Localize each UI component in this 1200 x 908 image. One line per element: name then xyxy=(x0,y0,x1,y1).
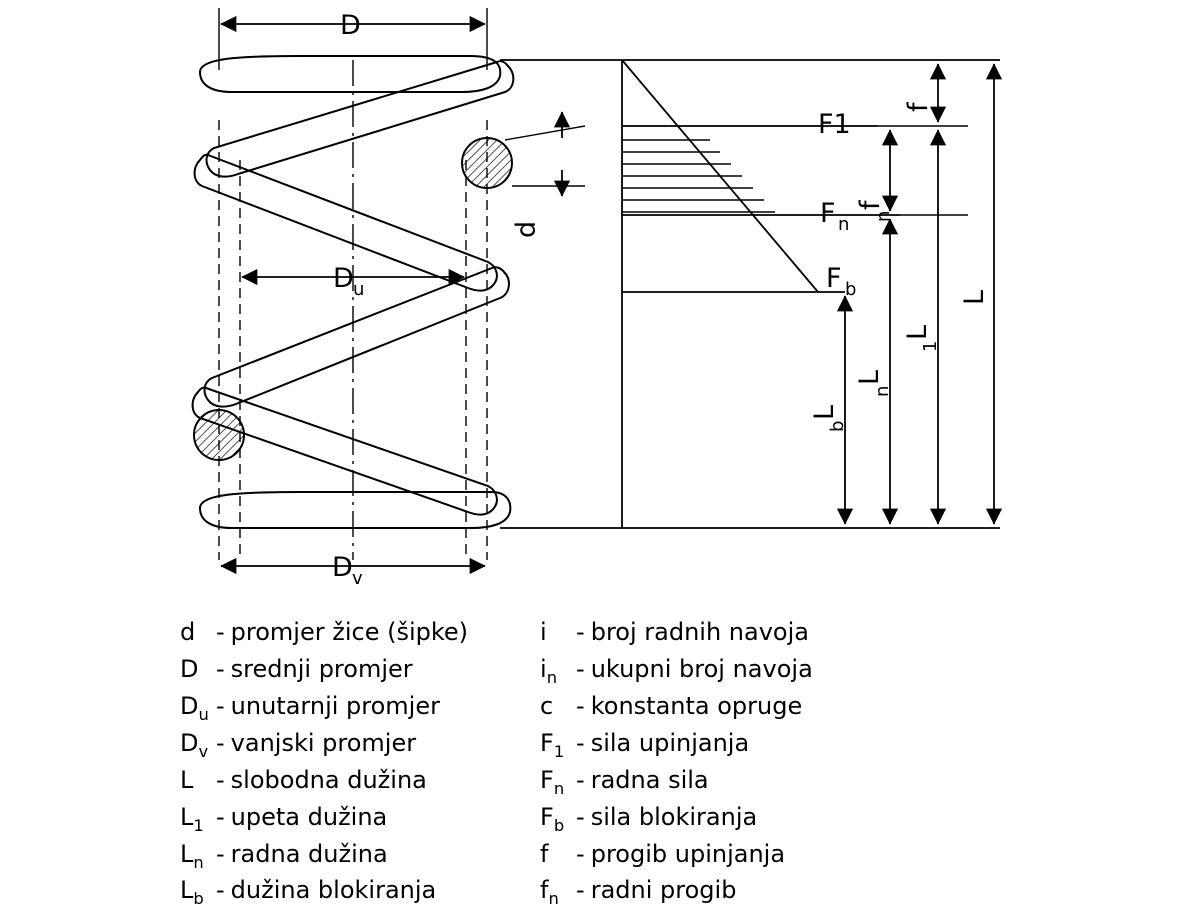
legend-dash: - xyxy=(216,691,225,720)
legend-symbol: d xyxy=(180,618,196,646)
legend-dash: - xyxy=(216,728,225,757)
label-L1-base: L xyxy=(902,324,933,340)
legend-text: konstanta opruge xyxy=(590,691,803,720)
dimension-Ln xyxy=(854,219,893,524)
legend-item xyxy=(180,691,468,724)
legend-dash: - xyxy=(576,839,585,868)
force-labels xyxy=(818,109,856,300)
legend-symbol: c xyxy=(540,691,554,720)
legend-text: radni progib xyxy=(590,876,737,905)
legend-dash: - xyxy=(576,876,585,905)
legend-symbol: L xyxy=(180,765,194,794)
legend-symbol: $f_n$ xyxy=(540,876,559,908)
legend-symbol: f xyxy=(540,839,549,868)
dimension-D xyxy=(221,10,485,41)
dimension-Du xyxy=(242,263,464,300)
legend-item xyxy=(180,728,468,761)
legend-text: broj radnih navoja xyxy=(590,618,809,646)
legend-item xyxy=(180,765,468,797)
label-Ln-base: L xyxy=(854,369,885,385)
legend-item xyxy=(180,654,468,686)
label-Lb-base: L xyxy=(809,404,840,420)
legend-symbol: i xyxy=(540,618,547,646)
legend-symbol: $D_v$ xyxy=(180,728,209,761)
legend-text: progib upinjanja xyxy=(590,839,786,868)
label-Fb-base: F xyxy=(826,263,842,294)
legend-text: dužina blokiranja xyxy=(230,876,437,905)
label-Lb-sub: b xyxy=(827,420,848,432)
legend-text: sila blokiranja xyxy=(590,802,758,831)
legend-item xyxy=(180,878,468,907)
legend-dash: - xyxy=(576,654,585,683)
legend-symbol: D xyxy=(180,654,199,683)
label-Fb-sub: b xyxy=(845,279,857,300)
legend-text: srednji promjer xyxy=(230,654,413,683)
legend-text: upeta dužina xyxy=(230,802,388,831)
legend-dash: - xyxy=(576,802,585,831)
legend-text: slobodna dužina xyxy=(230,765,427,794)
legend-text: radna dužina xyxy=(230,839,388,868)
legend-item xyxy=(540,620,813,649)
dimension-L xyxy=(959,64,994,524)
legend-item xyxy=(540,878,813,907)
legend-column-right xyxy=(540,620,813,907)
legend-item xyxy=(180,620,468,649)
label-L1-sub: 1 xyxy=(920,340,941,352)
legend-item xyxy=(180,802,468,835)
legend-item xyxy=(540,839,813,871)
label-fn-sub: n xyxy=(873,210,894,222)
legend-text: promjer žice (šipke) xyxy=(230,618,469,646)
legend-item xyxy=(540,802,813,835)
label-Ln-sub: n xyxy=(872,385,893,397)
legend-text: vanjski promjer xyxy=(230,728,417,757)
label-Dv-base: D xyxy=(332,552,353,583)
legend-text: sila upinjanja xyxy=(590,728,750,757)
label-Fn-sub: n xyxy=(838,214,850,235)
legend-dash: - xyxy=(576,691,585,720)
legend-symbol: $L_b$ xyxy=(180,876,204,908)
label-Du-sub: u xyxy=(353,279,365,300)
legend xyxy=(180,620,1180,907)
legend-dash: - xyxy=(216,654,225,683)
dimension-Lb xyxy=(809,296,848,524)
dimension-f xyxy=(878,64,968,215)
legend-dash: - xyxy=(216,802,225,831)
legend-symbol: $F_1$ xyxy=(540,728,565,761)
legend-dash: - xyxy=(576,765,585,794)
legend-dash: - xyxy=(216,618,225,646)
legend-item xyxy=(540,728,813,761)
dimension-d xyxy=(505,112,585,238)
legend-item xyxy=(540,691,813,723)
legend-dash: - xyxy=(576,618,585,646)
label-D: D xyxy=(340,10,361,41)
legend-symbol: $F_b$ xyxy=(540,802,565,835)
legend-text: unutarnji promjer xyxy=(230,691,440,720)
label-Fn-base: F xyxy=(820,198,836,229)
label-L: L xyxy=(959,289,990,305)
legend-dash: - xyxy=(216,839,225,868)
legend-symbol: $i_n$ xyxy=(540,654,558,687)
legend-item xyxy=(540,654,813,687)
label-F1: F1 xyxy=(818,109,851,140)
label-Dv-sub: v xyxy=(352,568,363,589)
legend-item xyxy=(180,839,468,872)
legend-text: radna sila xyxy=(590,765,709,794)
dimension-fn xyxy=(855,130,894,222)
legend-item xyxy=(540,765,813,798)
legend-column-left xyxy=(180,620,468,907)
label-Du-base: D xyxy=(333,263,354,294)
label-f: f xyxy=(903,102,934,112)
legend-dash: - xyxy=(216,765,225,794)
legend-symbol: $L_1$ xyxy=(180,802,204,835)
label-fn-base: f xyxy=(855,200,886,210)
legend-symbol: $F_n$ xyxy=(540,765,565,798)
legend-symbol: $L_n$ xyxy=(180,839,204,872)
legend-symbol: $D_u$ xyxy=(180,691,209,724)
dimension-L1 xyxy=(902,130,941,524)
legend-dash: - xyxy=(576,728,585,757)
label-d: d xyxy=(511,220,542,238)
legend-dash: - xyxy=(216,876,225,905)
legend-text: ukupni broj navoja xyxy=(590,654,813,683)
